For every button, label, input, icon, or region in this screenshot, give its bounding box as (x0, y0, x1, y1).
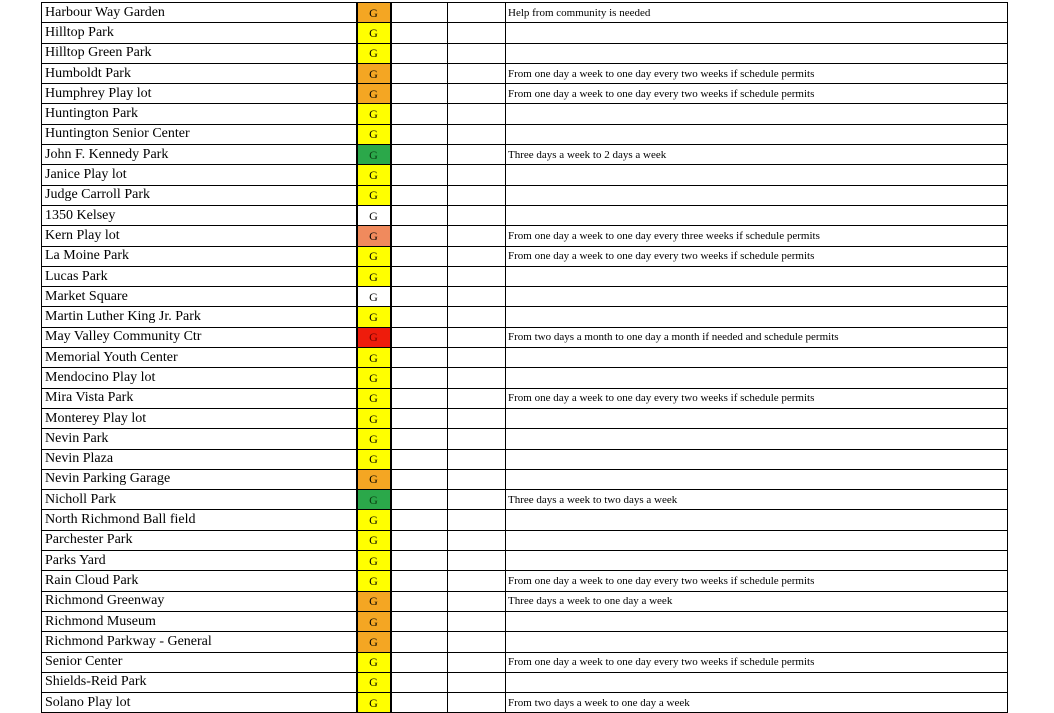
blank-cell (391, 408, 448, 428)
park-name-cell: Judge Carroll Park (42, 185, 357, 205)
blank-cell (448, 611, 506, 631)
park-name-cell: Monterey Play lot (42, 408, 357, 428)
table-row (42, 530, 1008, 550)
blank-cell (391, 530, 448, 550)
schedule-note-cell (506, 449, 1008, 469)
schedule-note-cell (506, 408, 1008, 428)
table-row (42, 43, 1008, 63)
park-name-cell: Hilltop Park (42, 23, 357, 43)
park-name-cell: North Richmond Ball field (42, 510, 357, 530)
blank-cell (448, 307, 506, 327)
rating-cell: G (357, 84, 391, 104)
rating-cell: G (357, 652, 391, 672)
table-row (42, 469, 1008, 489)
blank-cell (391, 84, 448, 104)
blank-cell (448, 530, 506, 550)
schedule-note-cell: From one day a week to one day every two weeks if schedule permits (506, 388, 1008, 408)
schedule-note-cell: From two days a week to one day a week (506, 693, 1008, 713)
schedule-note-cell (506, 307, 1008, 327)
table-row (42, 266, 1008, 286)
rating-cell: G (357, 510, 391, 530)
blank-cell (391, 226, 448, 246)
rating-cell: G (357, 591, 391, 611)
blank-cell (391, 490, 448, 510)
schedule-note-cell: From one day a week to one day every two weeks if schedule permits (506, 246, 1008, 266)
blank-cell (448, 63, 506, 83)
rating-cell: G (357, 429, 391, 449)
blank-cell (448, 165, 506, 185)
schedule-note-cell (506, 611, 1008, 631)
blank-cell (391, 185, 448, 205)
rating-cell: G (357, 205, 391, 225)
park-name-cell: Hilltop Green Park (42, 43, 357, 63)
park-name-cell: La Moine Park (42, 246, 357, 266)
blank-cell (448, 3, 506, 23)
park-name-cell: Memorial Youth Center (42, 348, 357, 368)
blank-cell (391, 348, 448, 368)
rating-cell: G (357, 246, 391, 266)
table-row (42, 84, 1008, 104)
blank-cell (448, 672, 506, 692)
park-name-cell: Humphrey Play lot (42, 84, 357, 104)
rating-cell: G (357, 307, 391, 327)
table-row (42, 429, 1008, 449)
park-name-cell: Rain Cloud Park (42, 571, 357, 591)
table-row (42, 246, 1008, 266)
table-row (42, 652, 1008, 672)
table-row (42, 672, 1008, 692)
schedule-note-cell: Three days a week to 2 days a week (506, 145, 1008, 165)
park-name-cell: Richmond Museum (42, 611, 357, 631)
blank-cell (448, 185, 506, 205)
park-name-cell: 1350 Kelsey (42, 205, 357, 225)
table-row (42, 388, 1008, 408)
park-name-cell: Humboldt Park (42, 63, 357, 83)
blank-cell (448, 287, 506, 307)
rating-cell: G (357, 388, 391, 408)
blank-cell (448, 469, 506, 489)
table-row (42, 23, 1008, 43)
schedule-note-cell (506, 632, 1008, 652)
blank-cell (391, 23, 448, 43)
rating-cell: G (357, 632, 391, 652)
blank-cell (391, 672, 448, 692)
park-name-cell: Mendocino Play lot (42, 368, 357, 388)
blank-cell (448, 388, 506, 408)
blank-cell (448, 368, 506, 388)
blank-cell (448, 348, 506, 368)
blank-cell (391, 591, 448, 611)
schedule-note-cell: Help from community is needed (506, 3, 1008, 23)
schedule-note-cell (506, 429, 1008, 449)
rating-cell: G (357, 693, 391, 713)
park-name-cell: Kern Play lot (42, 226, 357, 246)
schedule-note-cell (506, 124, 1008, 144)
rating-cell: G (357, 63, 391, 83)
schedule-note-cell: From one day a week to one day every two weeks if schedule permits (506, 84, 1008, 104)
park-name-cell: John F. Kennedy Park (42, 145, 357, 165)
schedule-note-cell (506, 672, 1008, 692)
blank-cell (448, 226, 506, 246)
blank-cell (391, 246, 448, 266)
table-row (42, 185, 1008, 205)
table-body (42, 3, 1008, 713)
blank-cell (391, 307, 448, 327)
blank-cell (391, 449, 448, 469)
schedule-note-cell (506, 266, 1008, 286)
schedule-note-cell: From one day a week to one day every two weeks if schedule permits (506, 652, 1008, 672)
blank-cell (448, 632, 506, 652)
park-name-cell: Janice Play lot (42, 165, 357, 185)
schedule-note-cell (506, 205, 1008, 225)
table-row (42, 348, 1008, 368)
rating-cell: G (357, 185, 391, 205)
table-row (42, 124, 1008, 144)
table-row (42, 611, 1008, 631)
table-row (42, 490, 1008, 510)
blank-cell (391, 469, 448, 489)
table-row (42, 287, 1008, 307)
park-name-cell: Richmond Greenway (42, 591, 357, 611)
schedule-note-cell (506, 165, 1008, 185)
rating-cell: G (357, 672, 391, 692)
table-row (42, 571, 1008, 591)
rating-cell: G (357, 408, 391, 428)
blank-cell (448, 23, 506, 43)
blank-cell (391, 124, 448, 144)
blank-cell (391, 327, 448, 347)
blank-cell (391, 429, 448, 449)
park-name-cell: Harbour Way Garden (42, 3, 357, 23)
blank-cell (391, 63, 448, 83)
table-row (42, 591, 1008, 611)
blank-cell (391, 287, 448, 307)
table-row (42, 368, 1008, 388)
blank-cell (448, 145, 506, 165)
blank-cell (391, 43, 448, 63)
table-row (42, 165, 1008, 185)
blank-cell (448, 408, 506, 428)
schedule-note-cell (506, 23, 1008, 43)
rating-cell: G (357, 124, 391, 144)
table-row (42, 408, 1008, 428)
schedule-note-cell (506, 348, 1008, 368)
blank-cell (391, 3, 448, 23)
table-row (42, 205, 1008, 225)
rating-cell: G (357, 469, 391, 489)
rating-cell: G (357, 23, 391, 43)
blank-cell (391, 165, 448, 185)
table-row (42, 3, 1008, 23)
park-name-cell: Parks Yard (42, 551, 357, 571)
rating-cell: G (357, 327, 391, 347)
schedule-note-cell: Three days a week to two days a week (506, 490, 1008, 510)
blank-cell (448, 104, 506, 124)
blank-cell (391, 205, 448, 225)
schedule-note-cell: From one day a week to one day every two weeks if schedule permits (506, 571, 1008, 591)
blank-cell (391, 104, 448, 124)
park-name-cell: Market Square (42, 287, 357, 307)
blank-cell (391, 510, 448, 530)
rating-cell: G (357, 490, 391, 510)
rating-cell: G (357, 368, 391, 388)
blank-cell (448, 205, 506, 225)
rating-cell: G (357, 348, 391, 368)
blank-cell (448, 591, 506, 611)
rating-cell: G (357, 165, 391, 185)
table-row (42, 145, 1008, 165)
blank-cell (448, 652, 506, 672)
park-name-cell: Huntington Park (42, 104, 357, 124)
rating-cell: G (357, 449, 391, 469)
rating-cell: G (357, 551, 391, 571)
blank-cell (391, 571, 448, 591)
rating-cell: G (357, 104, 391, 124)
schedule-note-cell: Three days a week to one day a week (506, 591, 1008, 611)
park-name-cell: Nicholl Park (42, 490, 357, 510)
park-name-cell: May Valley Community Ctr (42, 327, 357, 347)
park-name-cell: Martin Luther King Jr. Park (42, 307, 357, 327)
blank-cell (448, 551, 506, 571)
park-name-cell: Senior Center (42, 652, 357, 672)
blank-cell (391, 632, 448, 652)
blank-cell (448, 449, 506, 469)
park-name-cell: Richmond Parkway - General (42, 632, 357, 652)
schedule-note-cell (506, 510, 1008, 530)
park-name-cell: Nevin Plaza (42, 449, 357, 469)
table-row (42, 632, 1008, 652)
blank-cell (391, 551, 448, 571)
blank-cell (448, 43, 506, 63)
table-row (42, 307, 1008, 327)
schedule-note-cell: From one day a week to one day every three weeks if schedule permits (506, 226, 1008, 246)
schedule-note-cell (506, 469, 1008, 489)
blank-cell (391, 145, 448, 165)
park-name-cell: Mira Vista Park (42, 388, 357, 408)
schedule-note-cell (506, 185, 1008, 205)
park-name-cell: Parchester Park (42, 530, 357, 550)
table-row (42, 327, 1008, 347)
schedule-note-cell (506, 551, 1008, 571)
blank-cell (448, 510, 506, 530)
schedule-note-cell: From one day a week to one day every two weeks if schedule permits (506, 63, 1008, 83)
table-row (42, 226, 1008, 246)
schedule-note-cell (506, 287, 1008, 307)
rating-cell: G (357, 43, 391, 63)
blank-cell (448, 571, 506, 591)
rating-cell: G (357, 287, 391, 307)
blank-cell (448, 429, 506, 449)
blank-cell (448, 124, 506, 144)
rating-cell: G (357, 530, 391, 550)
rating-cell: G (357, 145, 391, 165)
blank-cell (391, 652, 448, 672)
parks-schedule-table (41, 2, 1008, 713)
table-row (42, 63, 1008, 83)
blank-cell (391, 611, 448, 631)
rating-cell: G (357, 226, 391, 246)
blank-cell (448, 246, 506, 266)
blank-cell (448, 490, 506, 510)
blank-cell (448, 84, 506, 104)
schedule-note-cell (506, 530, 1008, 550)
rating-cell: G (357, 3, 391, 23)
schedule-note-cell (506, 104, 1008, 124)
park-name-cell: Huntington Senior Center (42, 124, 357, 144)
table-row (42, 551, 1008, 571)
blank-cell (448, 266, 506, 286)
park-name-cell: Solano Play lot (42, 693, 357, 713)
schedule-note-cell: From two days a month to one day a month if needed and schedule permits (506, 327, 1008, 347)
park-name-cell: Lucas Park (42, 266, 357, 286)
table-row (42, 449, 1008, 469)
blank-cell (391, 266, 448, 286)
blank-cell (391, 368, 448, 388)
schedule-note-cell (506, 43, 1008, 63)
schedule-note-cell (506, 368, 1008, 388)
park-name-cell: Shields-Reid Park (42, 672, 357, 692)
rating-cell: G (357, 266, 391, 286)
rating-cell: G (357, 611, 391, 631)
table-row (42, 104, 1008, 124)
park-name-cell: Nevin Park (42, 429, 357, 449)
blank-cell (448, 327, 506, 347)
park-name-cell: Nevin Parking Garage (42, 469, 357, 489)
blank-cell (391, 388, 448, 408)
rating-cell: G (357, 571, 391, 591)
table-row (42, 510, 1008, 530)
